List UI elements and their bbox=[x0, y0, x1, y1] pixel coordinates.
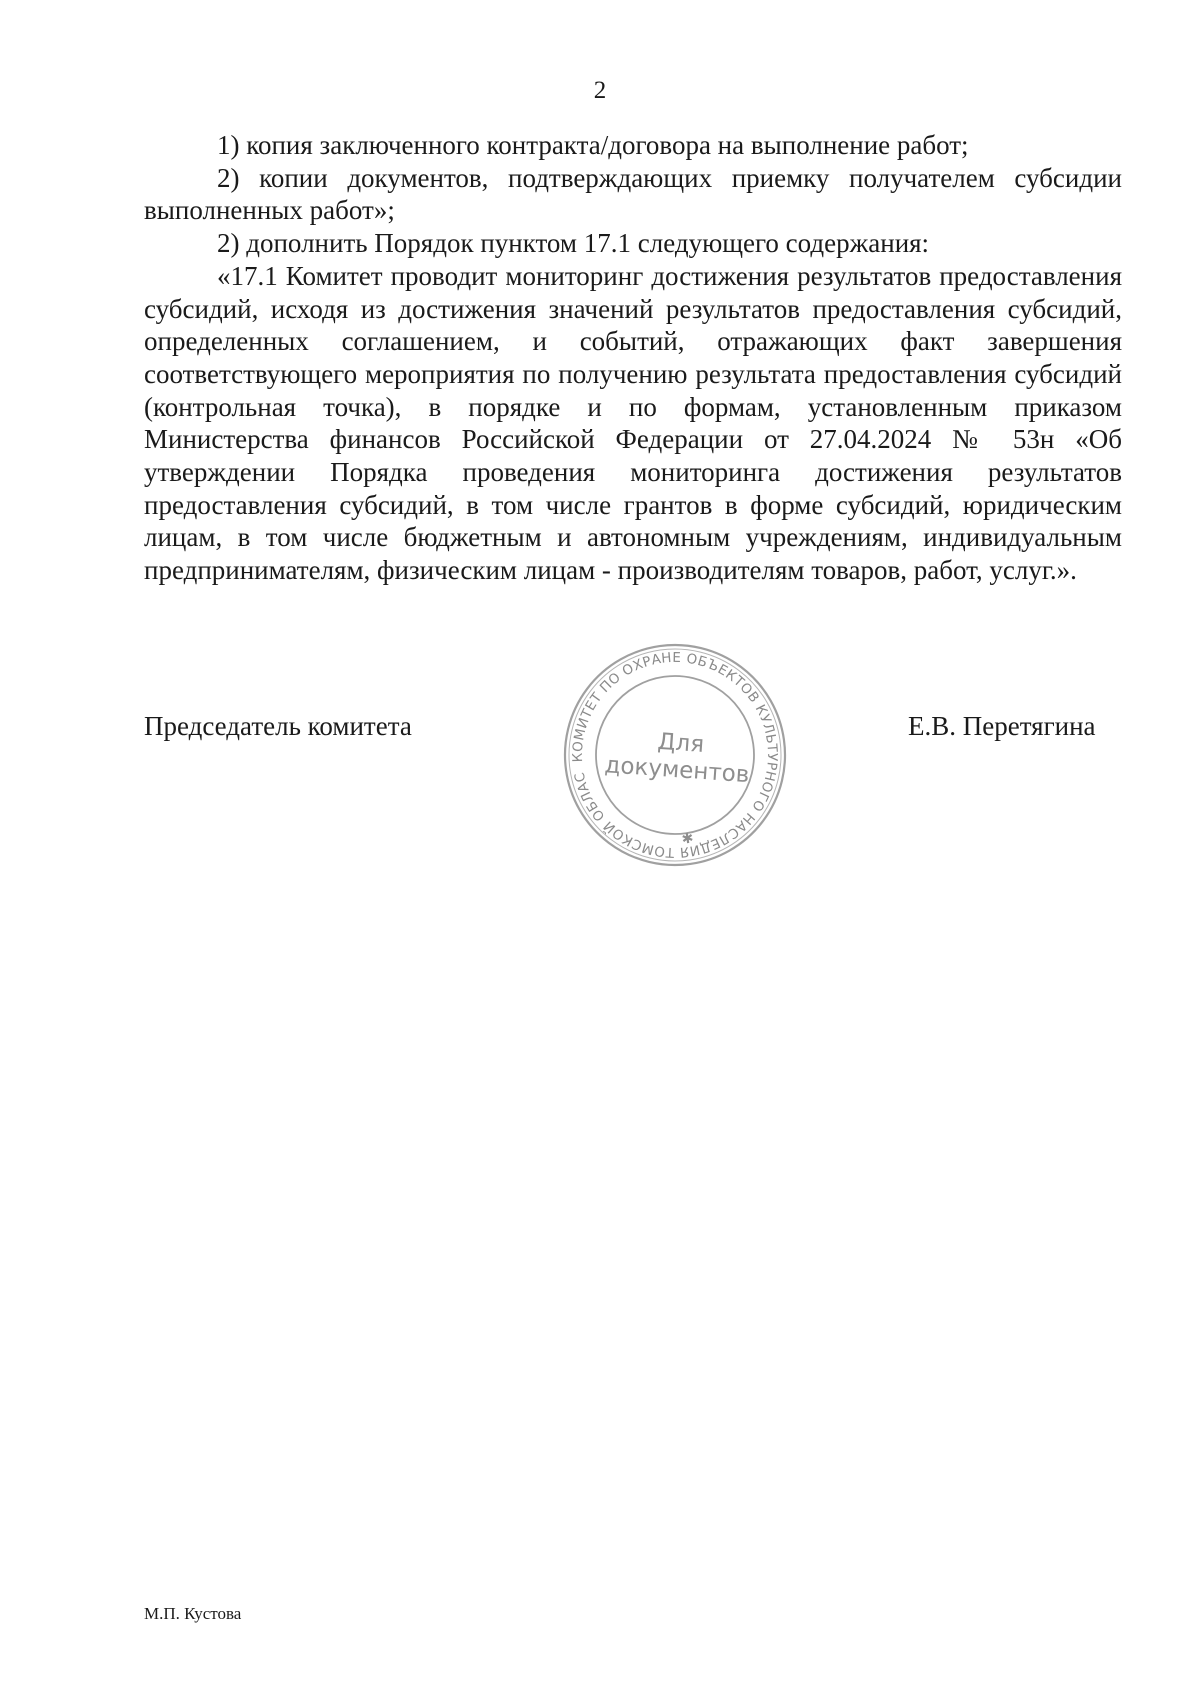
paragraph-amendment: 2) дополнить Порядок пунктом 17.1 следующего содержания: bbox=[217, 228, 930, 259]
stamp-center-line-2: документов bbox=[603, 752, 751, 789]
paragraph-item-1: 1) копия заключенного контракта/договора на выполнение работ; bbox=[217, 130, 969, 160]
stamp-ring-text: КОМИТЕТ ПО ОХРАНЕ ОБЪЕКТОВ КУЛЬТУРНОГО НАСЛЕДИЯ ТОМСКОЙ ОБЛАСТИ bbox=[569, 649, 781, 861]
executor-name: М.П. Кустова bbox=[144, 1604, 242, 1623]
paragraph-item-2: 2) копии документов, подтверждающих приемку получателем субсидии выполненных работ»; bbox=[144, 162, 1122, 226]
document-body bbox=[144, 129, 1122, 587]
stamp-emblem-icon: ✱ bbox=[680, 830, 695, 848]
stamp-center-line-1: Для bbox=[656, 728, 705, 758]
official-stamp bbox=[560, 640, 790, 870]
stamp-seal-graphic bbox=[560, 640, 790, 870]
signatory-position: Председатель комитета bbox=[144, 711, 412, 741]
page-number: 2 bbox=[593, 77, 607, 104]
signatory-name: Е.В. Перетягина bbox=[908, 711, 1096, 741]
paragraph-clause-17-1: «17.1 Комитет проводит мониторинг достижения результатов предоставления субсидий, исходя из достижения значений результатов предоставления субсидий, определенных соглашением, и событий, отражающих факт завершения соответствующего мероприятия по получению результата предоставления субсидий (контрольная точка), в порядке и по формам, установленным приказом Министерства финансов Российской Федерации от 27.04.2024 № 53н «Об утверждении Порядка проведения мониторинга достижения результатов предоставления субсидий, в том числе грантов в форме субсидий, юридическим лицам, в том числе бюджетным и автономным учреждениям, индивидуальным предпринимателям, физическим лицам - производителям товаров, работ, услуг.». bbox=[144, 260, 1122, 586]
